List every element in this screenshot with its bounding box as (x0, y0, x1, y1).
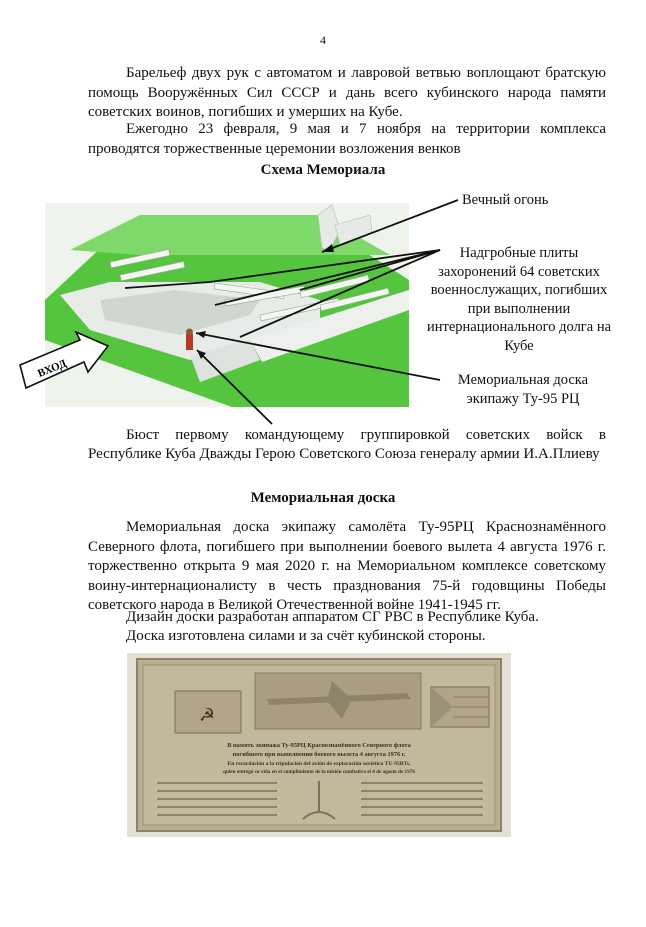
graves-label: Надгробные плиты захоронений 64 советских военнослужащих, погибших при выполнении интернационального долга на Кубе (426, 245, 612, 354)
svg-text:En recordación a la tripulació: En recordación a la tripulación del avión de exploración soviético TU-95RTs, (227, 761, 411, 767)
memorial-plaque-photo (127, 653, 511, 837)
intro-paragraph-2: Ежегодно 23 февраля, 9 мая и 7 ноября на территории комплекса проводятся торжественные церемонии возложения венков (88, 121, 606, 157)
bust-icon (186, 334, 193, 350)
bust-caption: Бюст первому командующему группировкой советских войск в Республике Куба Дважды Герою Советского Союза генералу армии И.А.Плиеву (88, 427, 606, 462)
plaque-paragraph-1: Мемориальная доска экипажу самолёта Ту-95РЦ Краснознамённого Северного флота, погибшего при выполнении боевого вылета 4 августа 1976 г. торжественно открыта 9 мая 2020 г. на Мемориальном комплексе советскому воину-интернационалисту в честь празднования 75-й годовщины Победы советского народа в Великой Отечественной войне 1941-1945 гг. (88, 519, 606, 613)
memorial-scheme (0, 0, 646, 430)
svg-text:погибшего при выполнении боево: погибшего при выполнении боевого вылета 4 августа 1976 г. (232, 751, 406, 758)
plaque-paragraph-2: Дизайн доски разработан аппаратом СГ РВС в Республике Куба. (126, 609, 539, 625)
svg-text:quien entregó su vida en el cu: quien entregó su vida en el cumplimiento de la misión combativa el 4 de agosto de 1976 (223, 769, 415, 775)
plaque-paragraph-3: Доска изготовлена силами и за счёт кубинской стороны. (126, 628, 486, 644)
scheme-title: Схема Мемориала (260, 162, 386, 178)
plaque-section-title: Мемориальная доска (250, 490, 396, 506)
intro-paragraph-1: Барельеф двух рук с автоматом и лавровой ветвью воплощают братскую помощь Вооружённых Сил СССР и дань всего кубинского народа памяти советских воинов, погибших и умерших на Кубе. (88, 65, 606, 120)
svg-text:В память экипажа Ту-95РЦ Красн: В память экипажа Ту-95РЦ Краснознамённого Северного флота (227, 742, 411, 749)
svg-text:☭: ☭ (199, 705, 216, 725)
plaque-label: Мемориальная доска экипажу Ту-95 РЦ (457, 372, 589, 407)
page-number: 4 (320, 33, 326, 47)
entrance-label: ВХОД (35, 357, 69, 380)
eternal-flame-label: Вечный огонь (462, 192, 549, 208)
plaque-photo-svg (127, 653, 511, 837)
